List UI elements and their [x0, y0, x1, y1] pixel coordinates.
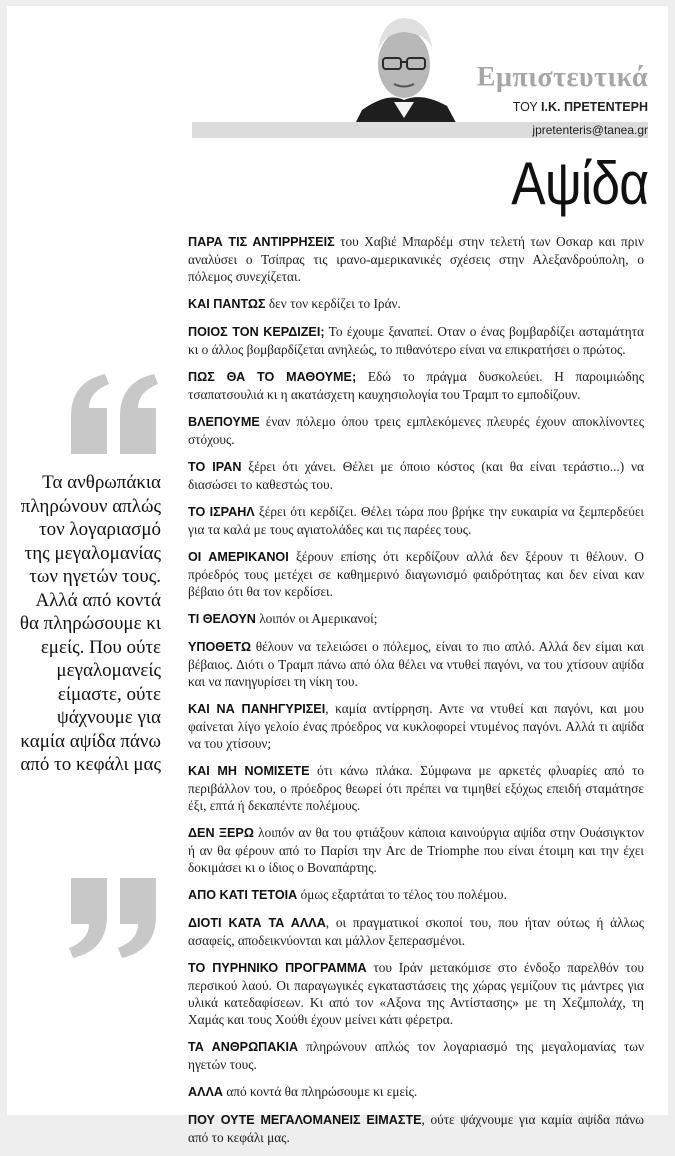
newspaper-page	[7, 6, 668, 1145]
paragraph	[188, 368, 644, 403]
paragraph	[188, 959, 644, 1028]
paragraph-text: λοιπόν αν θα του φτιάξουν κάποια καινούργια αψίδα στην Ουάσιγκτον ή αν θα φέρουν από το Παρίσι την Arc de Triomphe που είναι έτοιμη και την έχει δοκιμάσει κι ο ίδιος ο Βοναπάρτης.	[188, 825, 644, 875]
paragraph-lead: ΚΑΙ ΠΑΝΤΩΣ	[188, 297, 266, 311]
paragraph-text: , καμία αντίρρηση. Αντε να ντυθεί και παγόνι, και μου φαίνεται λίγο γελοίο ένας πρόεδρος να κυκλοφορεί ντυμένος παγόνι. Αλλά τι αψίδα να του χτίσουν;	[188, 701, 644, 751]
paragraph-lead: ΠΑΡΑ ΤΙΣ ΑΝΤΙΡΡΗΣΕΙΣ	[188, 235, 335, 249]
paragraph	[188, 548, 644, 600]
paragraph-lead: ΚΑΙ ΝΑ ΠΑΝΗΓΥΡΙΣΕΙ	[188, 702, 326, 716]
paragraph-lead: ΠΩΣ ΘΑ ΤΟ ΜΑΘΟΥΜΕ;	[188, 370, 357, 384]
paragraph	[188, 638, 644, 690]
headline: Αψίδα	[511, 150, 648, 217]
paragraph-lead: ΔΕΝ ΞΕΡΩ	[188, 826, 254, 840]
paragraph-text: από κοντά θα πληρώσουμε κι εμείς.	[223, 1084, 418, 1099]
paragraph	[188, 1083, 644, 1101]
paragraph-lead: ΚΑΙ ΜΗ ΝΟΜΙΣΕΤΕ	[188, 764, 310, 778]
paragraph-text: του Ιράν μετακόμισε στο ένδοξο παρελθόν του περσικού λαού. Οι παραγωγικές εγκαταστάσεις της χώρας γεμίζουν τις μάντρες για υλικά κατεδαφίσεων. Κι από τον «Αξονα της Αντίστασης» με τη Χεζμπολάχ, τη Χαμάς και τους Χούθι έχουν μείνει κάτι φέρετρα.	[188, 960, 644, 1027]
paragraph-lead: ΤΟ ΙΣΡΑΗΛ	[188, 505, 255, 519]
paragraph-text: δεν τον κερδίζει το Ιράν.	[265, 296, 401, 311]
paragraph-lead: ΤΑ ΑΝΘΡΩΠΑΚΙΑ	[188, 1040, 299, 1054]
paragraph	[188, 1111, 644, 1146]
pull-quote: Τα ανθρωπάκια πληρώνουν απλώς τον λογαριασμό της μεγαλομανίας των ηγετών τους. Αλλά από κοντά θα πληρώσουμε κι εμείς. Που ούτε μεγαλομανείς είμαστε, ούτε ψάχνουμε για καμία αψίδα πάνω από το κεφάλι μας	[19, 472, 161, 775]
paragraph-text: έναν πόλεμο όπου τρεις εμπλεκόμενες πλευρές έχουν αποκλίνοντες στόχους.	[188, 414, 644, 447]
paragraph-text: πληρώνουν απλώς τον λογαριασμό της μεγαλομανίας των ηγετών τους.	[188, 1039, 644, 1072]
paragraph-text: θέλουν να τελειώσει ο πόλεμος, είναι το πιο απλό. Αλλά δεν είμαι και βέβαιος. Διότι ο Τραμπ πάνω από όλα θέλει να ντυθεί παγόνι, να του χτίσουν αψίδα και να πανηγυρίσει τη νίκη του.	[188, 639, 644, 689]
paragraph-text: ξέρουν επίσης ότι κερδίζουν αλλά δεν ξέρουν τι θέλουν. Ο πρόεδρός τους μετέχει σε καθημερινό διαγωνισμό φαιδρότητας και δεν είναι καν βέβαιο ότι θα τον κερδίσει.	[188, 549, 644, 599]
paragraph-lead: ΒΛΕΠΟΥΜΕ	[188, 415, 260, 429]
paragraph	[188, 295, 644, 313]
paragraph	[188, 762, 644, 814]
paragraph-text: λοιπόν οι Αμερικανοί;	[255, 611, 378, 626]
paragraph	[188, 503, 644, 538]
paragraph-text: Το έχουμε ξαναπεί. Οταν ο ένας βομβαρδίζει ασταμάτητα κι ο άλλος βομβαρδίζεται ανηλεώς, το πιθανότερο είναι να επικρατήσει ο πρώτος.	[188, 324, 644, 357]
paragraph	[188, 824, 644, 876]
paragraph-text: , ούτε ψάχνουμε για καμία αψίδα πάνω από το κεφάλι μας.	[188, 1112, 645, 1145]
paragraph-text: Εδώ το πράγμα δυσκολεύει. Η παροιμιώδης τσαπατσουλιά κι η ακατάσχετη καυχησιολογία του Τραμπ το εμποδίζουν.	[188, 369, 644, 402]
paragraph	[188, 1038, 644, 1073]
column-header	[192, 6, 668, 146]
column-title: Εμπιστευτικά	[476, 62, 648, 93]
paragraph	[188, 700, 644, 752]
open-quote-icon	[67, 374, 162, 454]
author-email: jpretenteris@tanea.gr	[532, 123, 648, 137]
paragraph	[188, 610, 644, 628]
close-quote-icon	[67, 878, 162, 958]
paragraph-lead: ΑΠΟ ΚΑΤΙ ΤΕΤΟΙΑ	[188, 888, 298, 902]
paragraph-text: , οι πραγματικοί σκοποί του, που ήταν ούτως ή άλλως ασαφείς, αποδεικνύονται και μάλλον ξεπερασμένοι.	[188, 915, 644, 948]
byline-prefix: ΤΟΥ	[512, 100, 538, 114]
paragraph-lead: ΠΟΙΟΣ ΤΟΝ ΚΕΡΔΙΖΕΙ;	[188, 325, 325, 339]
author-portrait	[342, 6, 467, 130]
paragraph-text: του Χαβιέ Μπαρδέμ στην τελετή των Οσκαρ και πριν αναλύσει ο Τσίπρας τις ιρανο-αμερικανικές σχέσεις στην Αλεξανδρούπολη, ο πόλεμος συνεχίζεται.	[188, 234, 645, 284]
paragraph-text: ξέρει ότι χάνει. Θέλει με όποιο κόστος (και θα είναι τεράστιο...) να διασώσει το καθεστώς του.	[188, 459, 644, 492]
paragraph-lead: ΤΙ ΘΕΛΟΥΝ	[188, 612, 256, 626]
paragraph-text: όμως εξαρτάται το τέλος του πολέμου.	[297, 887, 507, 902]
paragraph-lead: ΑΛΛΑ	[188, 1085, 223, 1099]
byline	[513, 100, 648, 114]
paragraph-lead: ΟΙ ΑΜΕΡΙΚΑΝΟΙ	[188, 550, 289, 564]
paragraph-text: ότι κάνω πλάκα. Σύμφωνα με αρκετές φλυαρίες από το περιβάλλον του, ο πρόεδρος θεωρεί ότι πρέπει να τιμηθεί εξόχως επειδή σταμάτησε έξι, επτά ή δεκαπέντε πολέμους.	[188, 763, 645, 813]
paragraph	[188, 233, 644, 285]
paragraph-lead: ΤΟ ΠΥΡΗΝΙΚΟ ΠΡΟΓΡΑΜΜΑ	[188, 961, 367, 975]
paragraph	[188, 323, 644, 358]
article-body	[188, 233, 644, 1156]
paragraph-lead: ΥΠΟΘΕΤΩ	[188, 640, 252, 654]
paragraph-text: ξέρει ότι κερδίζει. Θέλει τώρα που βρήκε την ευκαιρία να ξεμπερδεύει για τα καλά με τους αγιατολάδες και τις παρέες τους.	[188, 504, 644, 537]
paragraph	[188, 886, 644, 904]
paragraph-lead: ΤΟ ΙΡΑΝ	[188, 460, 242, 474]
paragraph	[188, 914, 644, 949]
paragraph	[188, 458, 644, 493]
paragraph-lead: ΠΟΥ ΟΥΤΕ ΜΕΓΑΛΟΜΑΝΕΙΣ ΕΙΜΑΣΤΕ	[188, 1113, 422, 1127]
paragraph-lead: ΔΙΟΤΙ ΚΑΤΑ ΤΑ ΑΛΛΑ	[188, 916, 326, 930]
paragraph	[188, 413, 644, 448]
author-name: Ι.Κ. ΠΡΕΤΕΝΤΕΡΗ	[541, 100, 648, 114]
